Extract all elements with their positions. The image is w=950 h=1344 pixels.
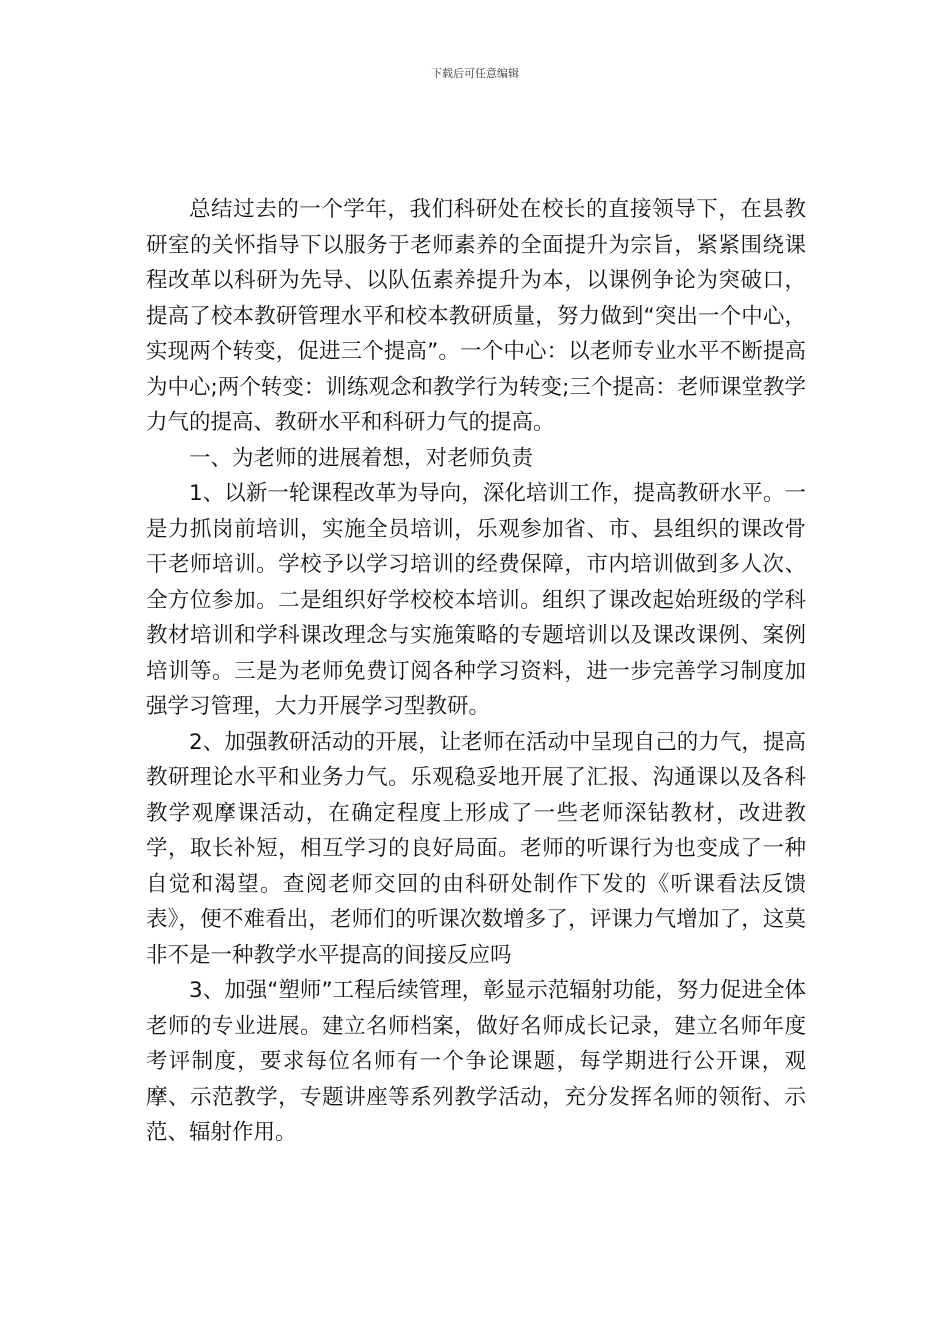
paragraph-item-1: 1、以新一轮课程改革为导向，深化培训工作，提高教研水平。一是力抓岗前培训，实施全员培训，乐观参加省、市、县组织的课改骨干老师培训。学校予以学习培训的经费保障，市内培训做到多人次、全方位参加。二是组织好学校校本培训。组织了课改起始班级的学科教材培训和学科课改理念与实施策略的专题培训以及课改课例、案例培训等。三是为老师免费订阅各种学习资料，进一步完善学习制度加强学习管理，大力开展学习型教研。 (146, 481, 806, 719)
paragraph-item-3: 3、加强“塑师”工程后续管理，彰显示范辐射功能，努力促进全体老师的专业进展。建立名师档案，做好名师成长记录，建立名师年度考评制度，要求每位名师有一个争论课题，每学期进行公开课，观摩、示范教学，专题讲座等系列教学活动，充分发挥名师的领衔、示范、辐射作用。 (146, 978, 806, 1145)
page-header: 下载后可任意编辑 (431, 67, 519, 80)
paragraph-item-2: 2、加强教研活动的开展，让老师在活动中呈现自己的力气，提高教研理论水平和业务力气。乐观稳妥地开展了汇报、沟通课以及各科教学观摩课活动，在确定程度上形成了一些老师深钻教材，改进教学，取长补短，相互学习的良好局面。老师的听课行为也变成了一种自觉和渴望。查阅老师交回的由科研处制作下发的《听课看法反馈表》，便不难看出，老师们的听课次数增多了，评课力气增加了，这莫非不是一种教学水平提高的间接反应吗 (146, 729, 806, 968)
paragraph-summary: 总结过去的一个学年，我们科研处在校长的直接领导下，在县教研室的关怀指导下以服务于老师素养的全面提升为宗旨，紧紧围绕课程改革以科研为先导、以队伍素养提升为本，以课例争论为突破口，提高了校本教研管理水平和校本教研质量，努力做到“突出一个中心，实现两个转变，促进三个提高”。一个中心：以老师专业水平不断提高为中心;两个转变：训练观念和教学行为转变;三个提高：老师课堂教学力气的提高、教研水平和科研力气的提高。 (146, 197, 806, 435)
document-body (146, 192, 806, 1151)
section-heading: 一、为老师的进展着想，对老师负责 (189, 445, 534, 471)
